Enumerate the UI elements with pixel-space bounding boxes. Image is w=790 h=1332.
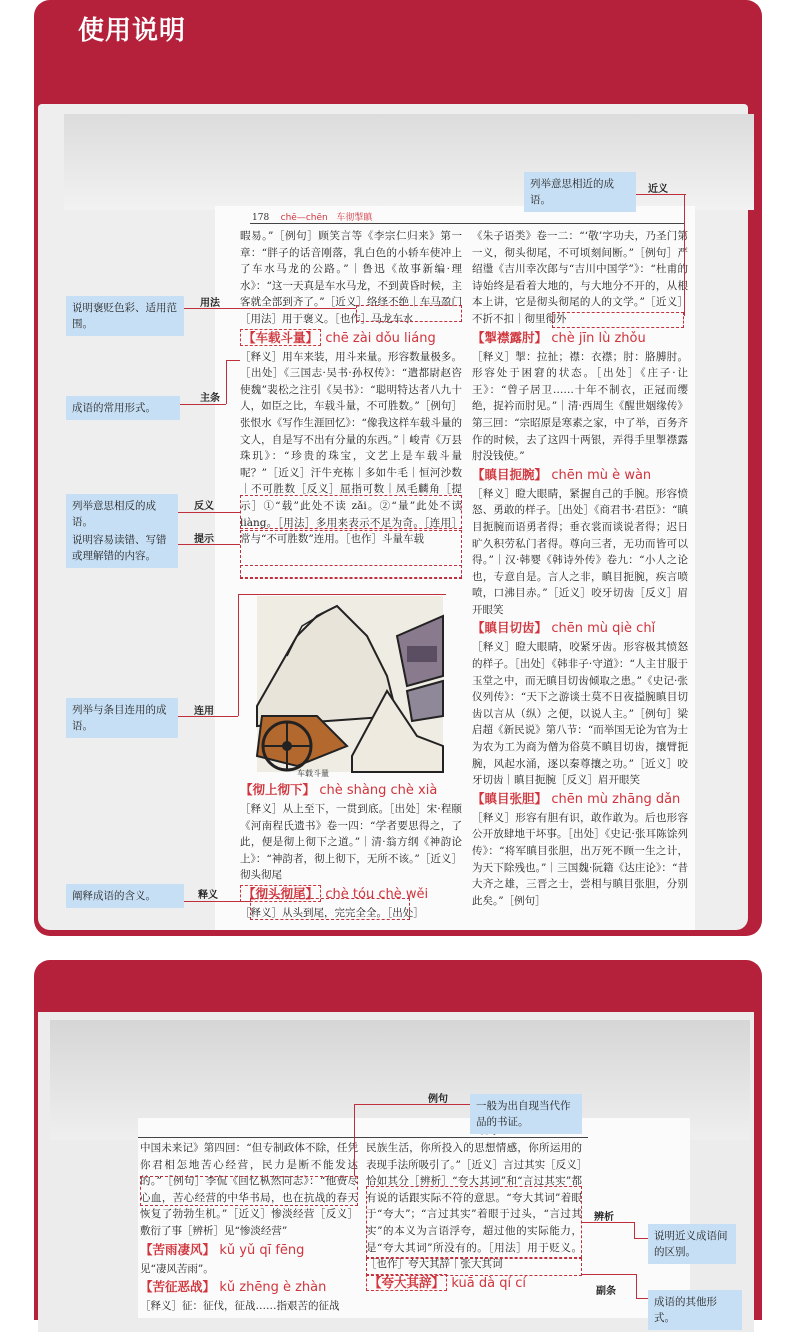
callout-variant: 成语的其他形式。 [648,1290,742,1330]
entry-body: 见“凄风苦雨”。 [140,1262,214,1275]
leader-line [238,594,446,595]
leader-line [184,308,356,309]
book-shadow [64,114,754,210]
callout-definition: 阐释成语的含义。 [66,884,184,908]
entry-heading: 【车载斗量】 chē zài dǒu liáng [240,328,462,349]
entry-heading: 【瞋目扼腕】 chēn mù è wàn [472,466,652,483]
entry-body: ［释义］用车来装，用斗来量。形容数量极多。［出处］《三国志·吴书·孙权传》：“遣都尉赵咨使魏”裴松之注引《吴书》：“聪明特达者八九十人，如臣之比，车载斗量，不可胜数。”［例句］张恨水《写作生涯回忆》：“像我这样车载斗量的文人，自是写不出有分量的东西。”｜峻青《万县珠玑》：“珍贵的珠宝，文艺上是车载斗量呢？”［近义］汗牛充栋｜多如牛毛｜恒河沙数｜不可胜数［反义］屈指可数｜凤毛麟角［提示］①“载”此处不读 zǎi。②“量”此处不读 liàng。［用法］多用来表示不足为奇。［连用］常与“不可胜数”连用。［也作］斗量车载 [240,350,462,546]
running-head: 178 chē—chēn 车彻掣瞋 [252,213,373,223]
entry-heading: 【苦征恶战】 kǔ zhēng è zhàn [140,1279,327,1296]
entry-body: ［释义］从上至下，一贯到底。［出处］宋·程颐《河南程氏遗书》卷一四：“学者要思得之，了此，便是彻上彻下之道。”｜清·翁方纲《神韵论上》：“神韵者，彻上彻下，无所不该。”［近义］彻头彻尾 [240,803,462,882]
entry-continuation: 民族生活，你所投入的思想情感，你所运用的表现手法所吸引了。”［近义］言过其实［反义］恰如其分［辨析］“夸大其词”和“言过其实”都有说的话跟实际不符的意思。“夸大其词”着眼于“夸大”；“言过其实”着眼于过头，“言过其实”的本义为言语浮夸，超过他的实际能力，是“夸大其词”所没有的。［用法］用于贬义。［也作］夸大其辞｜张大其词 [366,1142,582,1271]
entry-continuation: 《朱子语类》卷一二：“‘敬’字功夫，乃圣门第一义，彻头彻尾，不可顷刻间断。”［例句］严绍璗《吉川幸次郎与“吉川中国学”》：“杜甫的诗始终是看着大地的，与大地分不开的，从根本上讲，它是彻头彻尾的人的文学。”［近义］不折不扣｜彻里彻外 [472,230,688,325]
leader-line [636,1274,637,1298]
leader-line [684,194,685,316]
label-main-entry: 主条 [200,393,220,404]
callout-synonym: 列举意思相近的成语。 [524,172,636,212]
label-example: 例句 [428,1094,448,1105]
label-tips: 提示 [194,534,214,545]
leader-line [582,1222,634,1223]
label-definition: 释义 [198,890,218,901]
running-head-rule [250,223,685,224]
entry-body: ［释义］从头到尾，完完全全。［出处］ [240,906,424,919]
leader-line [226,360,227,404]
label-variant: 副条 [596,1286,616,1297]
illustration-caption: 车载斗量 [297,769,329,778]
label-synonym: 近义 [648,184,668,195]
entry-continuation: 中国未来记》第四回：“但专制政体不除，任凭你君相怎地苦心经营，民力是断不能发达的。”［例句］李侃《回忆枞然同志》：“他费尽心血，苦心经营的中华书局，也在抗战的春天恢复了勃勃生机。”［近义］惨淡经营［反义］敷衍了事［辨析］见“惨淡经营” [140,1142,358,1237]
entry-heading: 【瞋目张胆】 chēn mù zhāng dǎn [472,790,681,807]
definition-highlight [250,898,410,920]
collocation-highlight [240,565,462,579]
entry-heading: 【瞋目切齿】 chēn mù qiè chǐ [472,620,656,637]
entry-body: ［释义］瞪大眼睛，紧握自己的手腕。形容愤怒、勇敢的样子。［出处］《商君书·君臣》：“瞋目扼腕而语勇者得；垂衣裳而谈说者得；迟日旷久积劳私门者得。尊向三者，无功而皆可以得。”｜汉·韩婴《韩诗外传》卷九：“小人之论也，专意自是。言人之非，瞋目扼腕，疾言喷喷，口沸目赤。”［近义］咬牙切齿［反义］眉开眼笑 [472,487,688,616]
synonym-highlight [552,312,684,328]
right-column [472,228,688,909]
leader-line [180,404,226,405]
running-head-rule [138,1137,588,1138]
leader-line [178,512,240,513]
grain-cart-illustration [257,596,443,772]
leader-line [178,716,238,717]
leader-line [634,1222,635,1238]
variant-highlight [366,1258,582,1276]
example-highlight [140,1176,358,1206]
leader-line [184,901,250,902]
leader-line [354,1104,355,1176]
leader-line [354,1104,470,1105]
callout-tips: 说明容易读错、写错或理解错的内容。 [66,528,178,568]
antonym-highlight [240,495,462,529]
entry-heading: 【彻头彻尾】 chè tóu chè wěi [240,884,462,905]
entry-heading: 【彻上彻下】 chè shàng chè xià [240,782,438,798]
left-column [140,1140,358,1315]
callout-distinction: 说明近义成语间的区别。 [648,1224,736,1264]
entry-heading: 【夸大其辞】 kuā dà qí cí [366,1273,582,1294]
callout-antonym: 列举意思相反的成语。 [66,494,178,534]
leader-line [582,1274,636,1275]
callout-example: 一般为出自现当代作品的书证。 [470,1094,582,1134]
illustration [257,596,443,772]
entry-body: ［释义］瞪大眼睛，咬紧牙齿。形容极其愤怒的样子。［出处］《韩非子·守道》：“人主甘服于玉堂之中，而无瞋目切齿倾取之患。”《史记·张仪列传》：“天下之游谈士莫不日夜搤腕瞋目切齿以言从（纵）之便，以说人主。”［例句］梁启超《新民说》第八节：“而举国无论为官为士为农为工为商为僧为俗莫不瞋目切齿，攘臂扼腕，风起水涌，逐以秦尊攘之功。”［近义］咬牙切齿｜瞋目扼腕［反义］眉开眼笑 [472,641,688,787]
leader-line [238,594,239,716]
distinction-highlight [366,1186,582,1258]
leader-line [636,194,686,195]
callout-usage: 说明褒贬色彩、适用范围。 [66,296,184,336]
leader-line [636,1298,648,1299]
leader-line [178,544,240,545]
entry-heading: 【掣襟露肘】 chè jīn lù zhǒu [472,329,646,346]
leader-line [226,360,240,361]
usage-highlight [356,305,462,322]
entry-body: ［释义］掣：拉扯；襟：衣襟；肘：胳膊肘。形容处于困窘的状态。［出处］《庄子·让王》：“曾子居卫……十年不制衣，正冠而缨绝，捉衿而肘见。”｜清·西周生《醒世姻缘传》第三回：“宗昭原是寒素之家，中了举，百务齐作的时候，去了这四十两银，弄得手里掣襟露肘没钱使。” [472,350,688,463]
panel-title: 使用说明 [78,16,187,46]
entry-body: ［释义］形容有胆有识，敢作敢为。后也形容公开放肆地干坏事。［出处］《史记·张耳陈馀列传》：“将军瞋目张胆，出万死不顾一生之计，为天下除残也。”｜三国魏·阮籍《达庄论》：“昔大齐之雄，三晋之士，尝相与瞋目张胆，分别此矣。”［例句］ [472,811,688,907]
callout-collocation: 列举与条目连用的成语。 [66,698,178,738]
entry-continuation: 暇易。”［例句］顾笑言等《李宗仁归来》第一章：“胖子的话音刚落，乳白色的小轿车使冲上了车水马龙的公路。”｜鲁迅《故事新编·理水》：“这一天真是车水马龙，不到黄昏时候，主客就全部到齐了。”［近义］络绎不绝｜车马盈门［用法］用于褒义。［也作］马龙车水 [240,230,462,325]
callout-main-entry: 成语的常用形式。 [66,396,180,420]
label-collocation: 连用 [194,706,214,717]
entry-body: ［释义］征：征伐，征战……指艰苦的征战 [140,1300,340,1313]
label-usage: 用法 [200,298,220,309]
leader-line [634,1238,648,1239]
entry-heading: 【苦雨凄风】 kǔ yǔ qī fēng [140,1241,305,1258]
label-antonym: 反义 [194,501,214,512]
label-distinction: 辨析 [594,1212,614,1223]
